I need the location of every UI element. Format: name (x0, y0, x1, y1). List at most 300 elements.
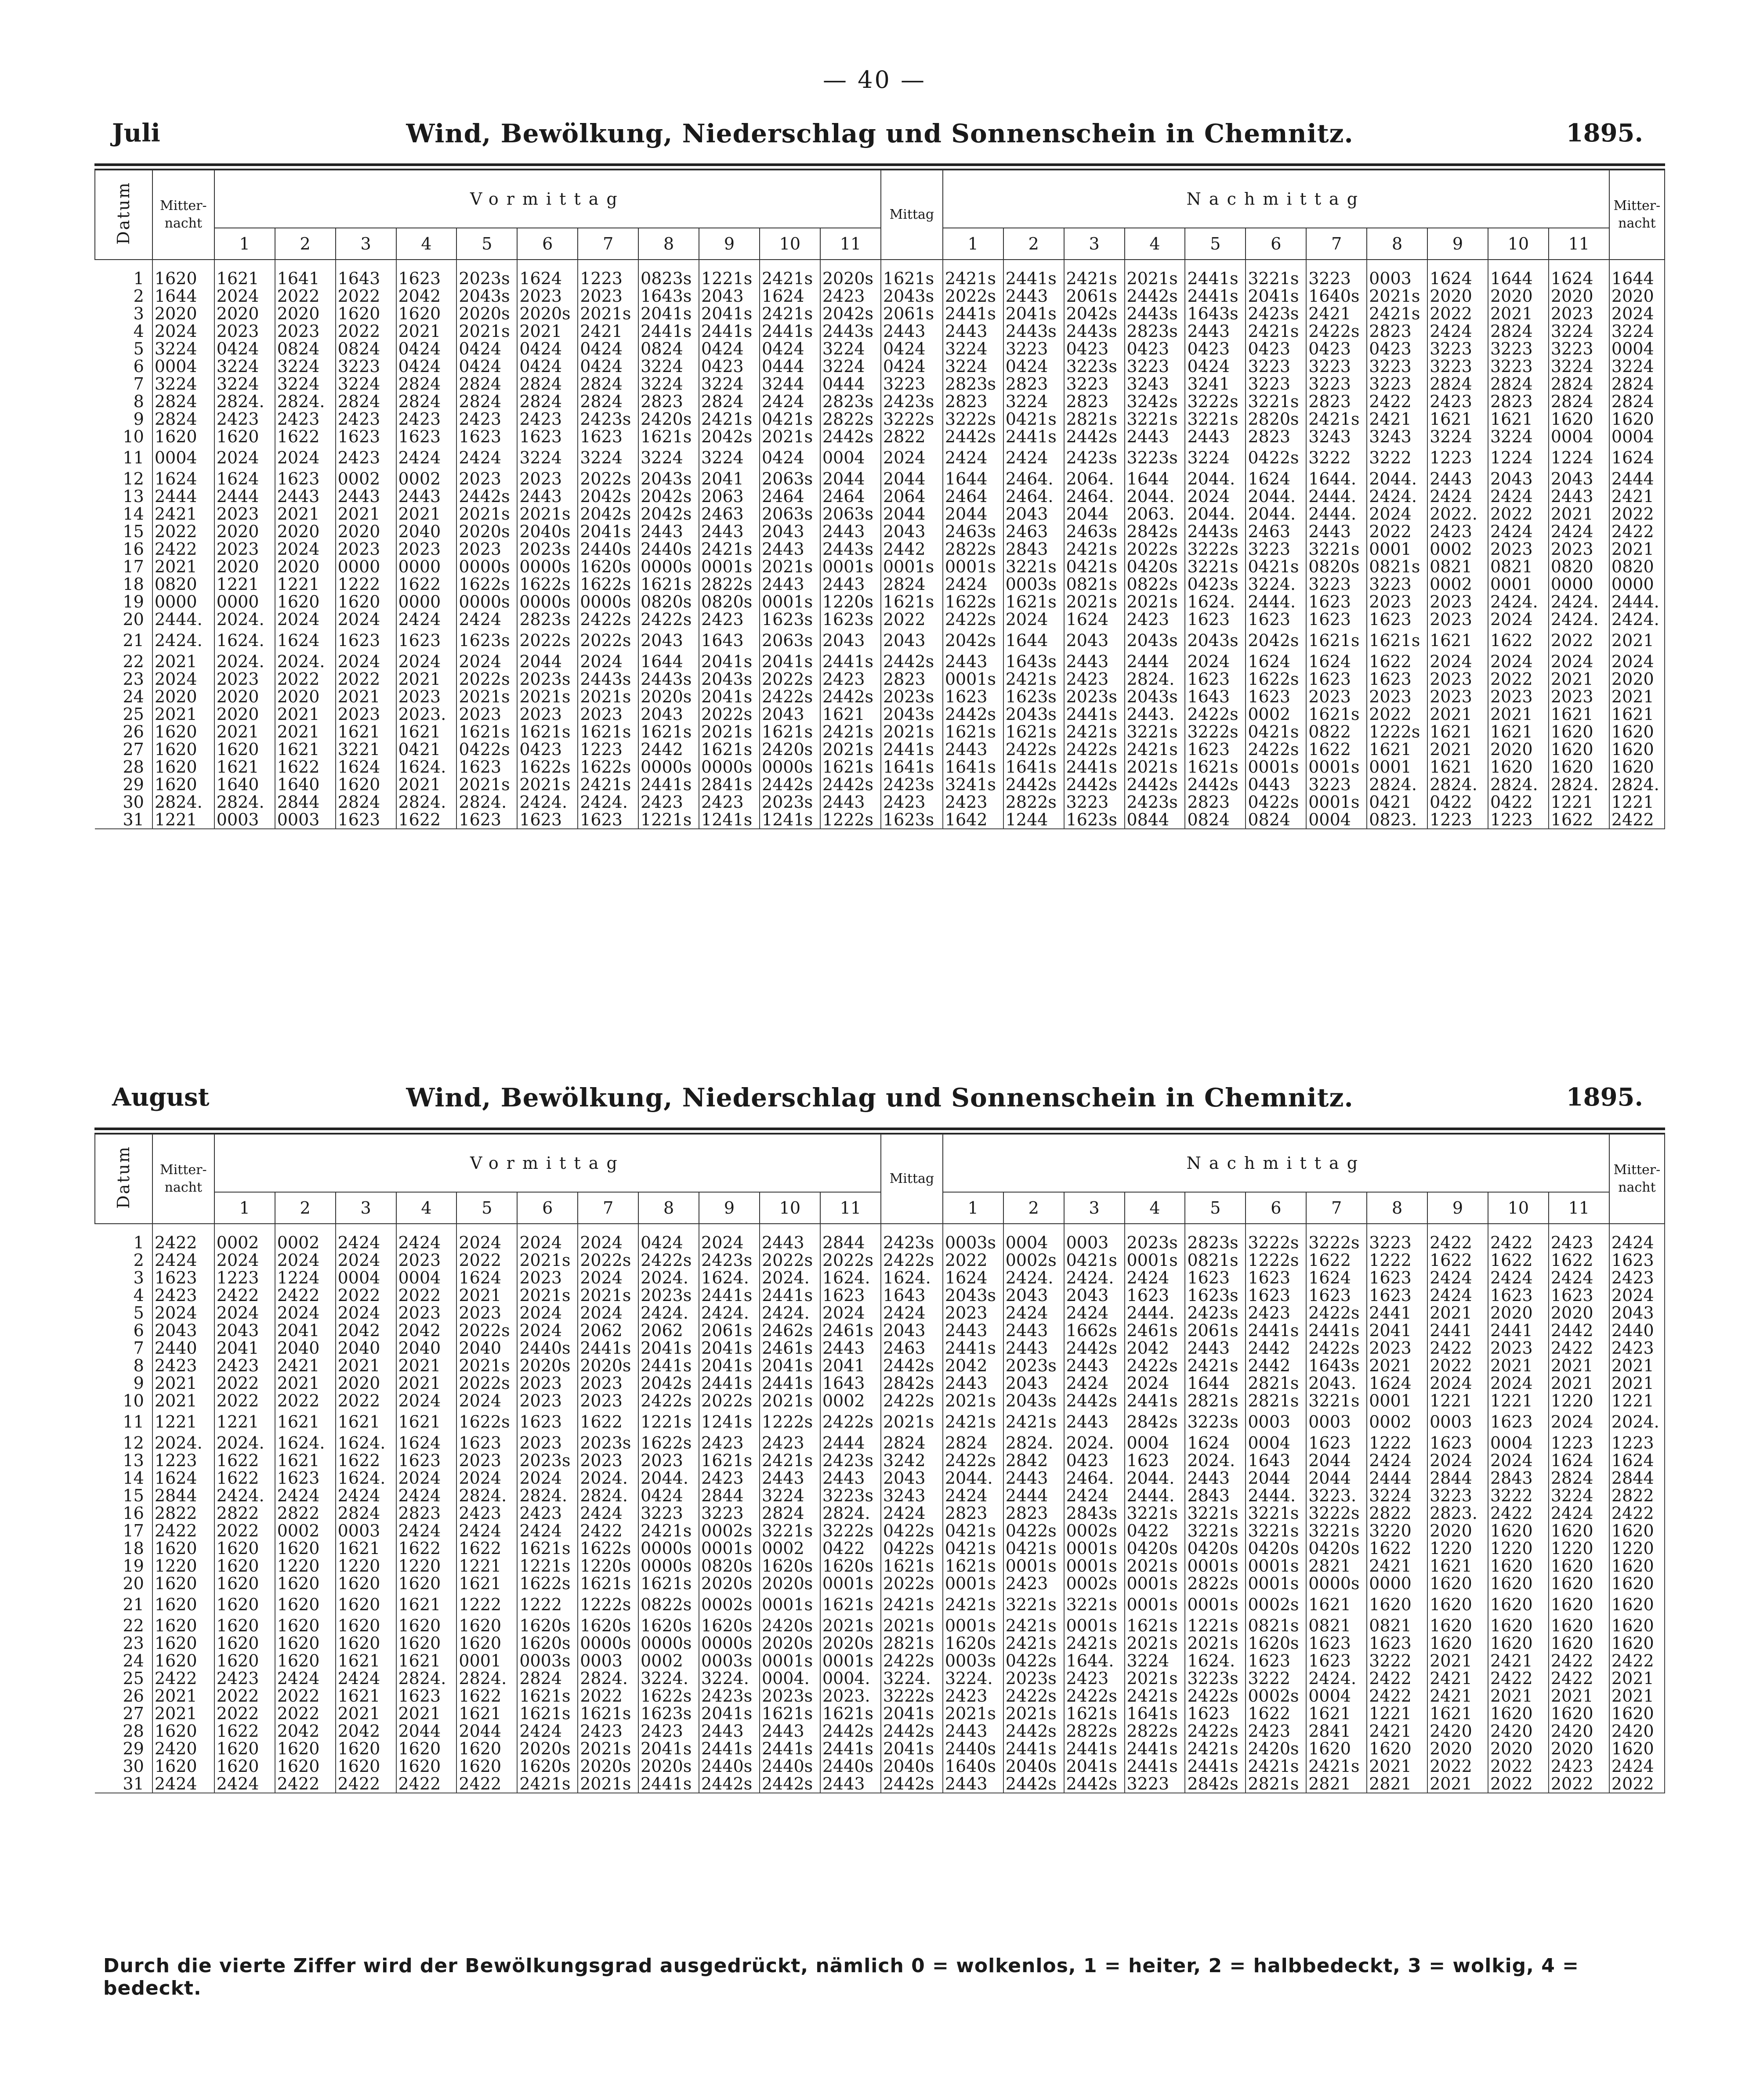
observation-cell: 1623 (456, 428, 517, 445)
observation-cell: 2042 (336, 1322, 396, 1339)
observation-cell: 1622 (214, 1469, 275, 1487)
observation-cell: 2424 (396, 1224, 457, 1251)
observation-cell: 2443 (638, 523, 699, 540)
day-cell: 9 (95, 1374, 152, 1392)
observation-cell: 2423s (699, 1687, 760, 1705)
observation-cell: 2442s (1064, 428, 1125, 445)
observation-cell: 2422s (881, 1652, 943, 1670)
observation-cell: 2023 (396, 540, 457, 558)
table-row (95, 575, 1665, 593)
observation-cell: 0844 (1125, 811, 1185, 829)
observation-cell: 0424 (578, 358, 638, 375)
observation-cell: 2444. (1125, 1304, 1185, 1322)
observation-cell: 0000s (456, 558, 517, 575)
observation-cell: 2020s (760, 1634, 820, 1652)
observation-cell: 1621s (881, 593, 943, 611)
observation-cell: 2844 (820, 1224, 881, 1251)
observation-cell: 2424. (578, 793, 638, 811)
observation-cell: 0004. (760, 1670, 820, 1687)
observation-cell: 2442s (881, 653, 943, 670)
observation-cell: 3223s (1185, 1410, 1246, 1434)
observation-cell: 2441s (699, 1374, 760, 1392)
observation-cell: 2420 (1549, 1722, 1609, 1740)
observation-cell: 2443 (820, 793, 881, 811)
observation-cell: 3221s (1185, 1504, 1246, 1522)
observation-cell: 1620s (517, 1757, 578, 1775)
observation-cell: 2824. (1549, 776, 1609, 793)
observation-cell: 1224 (1488, 445, 1549, 470)
observation-cell: 2823 (1306, 393, 1367, 410)
observation-cell: 2443 (943, 1374, 1003, 1392)
observation-cell: 3224 (1549, 322, 1609, 340)
observation-cell: 2424. (1003, 1269, 1064, 1287)
observation-cell: 1623 (1306, 670, 1367, 688)
observation-cell: 2023s (456, 260, 517, 287)
observation-cell: 2023 (456, 1304, 517, 1322)
observation-cell: 1623s (1064, 811, 1125, 829)
observation-cell: 2424 (1003, 1304, 1064, 1322)
observation-cell: 3223 (638, 1504, 699, 1522)
observation-cell: 2024 (456, 1392, 517, 1410)
observation-cell: 1621 (1549, 705, 1609, 723)
observation-cell: 3244 (760, 375, 820, 393)
observation-cell: 1623 (1185, 670, 1246, 688)
table-row (95, 1504, 1665, 1522)
observation-cell: 2824 (517, 1670, 578, 1687)
observation-cell: 2423 (699, 611, 760, 628)
observation-cell: 0820s (699, 593, 760, 611)
observation-cell: 2442s (1125, 287, 1185, 305)
observation-cell: 2422 (275, 1775, 336, 1793)
observation-cell: 2822s (820, 410, 881, 428)
observation-cell: 2441s (760, 322, 820, 340)
observation-cell: 2421s (638, 1522, 699, 1540)
observation-cell: 2441s (1064, 705, 1125, 723)
observation-cell: 2020 (1427, 287, 1488, 305)
observation-cell: 1620 (336, 305, 396, 322)
observation-cell: 2444. (1246, 1487, 1306, 1504)
observation-cell: 0002s (1064, 1575, 1125, 1592)
observation-cell: 2424. (1367, 488, 1427, 505)
observation-cell: 2424 (1549, 1504, 1609, 1522)
observation-cell: 1221 (214, 1410, 275, 1434)
observation-cell: 3223 (1306, 358, 1367, 375)
observation-cell: 0822s (638, 1592, 699, 1617)
day-cell: 14 (95, 505, 152, 523)
observation-cell: 2843 (1003, 540, 1064, 558)
observation-cell: 2024. (152, 1434, 214, 1452)
observation-cell: 2443 (1185, 1469, 1246, 1487)
observation-cell: 0001s (1003, 1557, 1064, 1575)
observation-cell: 2041s (881, 1705, 943, 1722)
observation-cell: 2023 (396, 1304, 457, 1322)
observation-cell: 1624 (1549, 1452, 1609, 1469)
hour-header: 5 (456, 1192, 517, 1224)
observation-cell: 2021 (1367, 1757, 1427, 1775)
observation-cell: 2024 (1185, 488, 1246, 505)
observation-cell: 2442s (881, 1357, 943, 1374)
observation-cell: 2021s (820, 741, 881, 758)
observation-cell: 0823. (1367, 811, 1427, 829)
observation-cell: 2043 (152, 1322, 214, 1339)
observation-cell: 1220 (396, 1557, 457, 1575)
table-row (95, 628, 1665, 653)
observation-cell: 2021 (1427, 1775, 1488, 1793)
observation-cell: 3221s (1185, 1522, 1246, 1540)
observation-cell: 1624 (1246, 653, 1306, 670)
observation-cell: 2021 (1609, 1670, 1665, 1687)
observation-cell: 2843 (1488, 1469, 1549, 1487)
observation-cell: 0821s (1064, 575, 1125, 593)
observation-cell: 0424 (1003, 358, 1064, 375)
observation-cell: 2443 (943, 322, 1003, 340)
table-row (95, 653, 1665, 670)
hour-header: 8 (638, 228, 699, 260)
observation-cell: 2020 (275, 523, 336, 540)
observation-cell: 2021s (881, 723, 943, 741)
observation-cell: 2423 (943, 793, 1003, 811)
observation-cell: 2041s (881, 1740, 943, 1757)
observation-cell: 2443 (820, 1469, 881, 1487)
observation-cell: 2823 (1367, 322, 1427, 340)
observation-cell: 1623 (1246, 1652, 1306, 1670)
table-row (95, 1687, 1665, 1705)
observation-cell: 2462s (760, 1322, 820, 1339)
observation-cell: 2043 (1609, 1304, 1665, 1322)
observation-cell: 1623 (396, 1452, 457, 1469)
observation-cell: 1620 (1488, 758, 1549, 776)
observation-cell: 2424 (1064, 1304, 1125, 1322)
observation-cell: 1220 (275, 1557, 336, 1575)
observation-cell: 2443 (1185, 322, 1246, 340)
observation-cell: 2024 (517, 1469, 578, 1487)
observation-cell: 3222s (820, 1522, 881, 1540)
observation-cell: 1221 (1488, 1392, 1549, 1410)
hour-header: 10 (1488, 228, 1549, 260)
observation-cell: 0002 (820, 1392, 881, 1410)
observation-cell: 0001 (1367, 540, 1427, 558)
table-row (95, 1705, 1665, 1722)
observation-cell: 2024 (456, 1469, 517, 1487)
observation-cell: 2424 (1427, 488, 1488, 505)
table-row (95, 593, 1665, 611)
observation-cell: 2024 (1488, 1374, 1549, 1392)
observation-cell: 0001s (1064, 1557, 1125, 1575)
observation-cell: 2022s (578, 628, 638, 653)
observation-cell: 2423 (699, 1434, 760, 1452)
observation-cell: 1223 (1549, 1434, 1609, 1452)
observation-cell: 2023 (1367, 688, 1427, 705)
observation-cell: 3224 (1003, 393, 1064, 410)
observation-cell: 1643 (699, 628, 760, 653)
observation-cell: 1643 (336, 260, 396, 287)
observation-cell: 2423s (578, 410, 638, 428)
observation-cell: 0000s (699, 1634, 760, 1652)
observation-cell: 1620 (152, 428, 214, 445)
observation-cell: 2422s (1125, 1357, 1185, 1374)
observation-cell: 3223 (1367, 575, 1427, 593)
observation-cell: 2424 (152, 1775, 214, 1793)
observation-cell: 1221 (214, 575, 275, 593)
observation-cell: 2023 (214, 322, 275, 340)
observation-cell: 1623 (1367, 1287, 1427, 1304)
observation-cell: 2423 (699, 1469, 760, 1487)
observation-cell: 2021s (1125, 260, 1185, 287)
observation-cell: 1624. (336, 1469, 396, 1487)
observation-cell: 2021s (578, 305, 638, 322)
observation-cell: 2822 (152, 1504, 214, 1522)
observation-cell: 1623s (456, 628, 517, 653)
observation-cell: 2022 (1427, 1757, 1488, 1775)
observation-cell: 2824. (578, 1670, 638, 1687)
observation-cell: 2043s (881, 287, 943, 305)
month-label: August (112, 1083, 210, 1112)
observation-cell: 2444. (1609, 593, 1665, 611)
observation-cell: 1621s (638, 428, 699, 445)
observation-cell: 2422s (638, 611, 699, 628)
observation-cell: 1622 (456, 1687, 517, 1705)
observation-cell: 1221 (152, 1410, 214, 1434)
observation-cell: 2823 (1185, 793, 1246, 811)
observation-cell: 0004 (1125, 1434, 1185, 1452)
day-cell: 23 (95, 670, 152, 688)
observation-cell: 2824 (517, 375, 578, 393)
observation-cell: 1622s (456, 575, 517, 593)
table-row (95, 723, 1665, 741)
observation-cell: 2023 (1306, 688, 1367, 705)
table-row (95, 1670, 1665, 1687)
observation-cell: 0820 (152, 575, 214, 593)
observation-cell: 2044. (1125, 488, 1185, 505)
observation-cell: 1220 (1427, 1540, 1488, 1557)
observation-cell: 0001 (1367, 758, 1427, 776)
observation-cell: 3223 (1003, 340, 1064, 358)
observation-cell: 1620 (152, 1592, 214, 1617)
observation-cell: 0000s (517, 593, 578, 611)
observation-cell: 2442s (881, 1775, 943, 1793)
observation-cell: 2423s (881, 1224, 943, 1251)
observation-cell: 2043 (760, 523, 820, 540)
day-cell: 18 (95, 1540, 152, 1557)
observation-cell: 2442s (820, 688, 881, 705)
observation-cell: 2024 (517, 1322, 578, 1339)
observation-cell: 2844 (699, 1487, 760, 1504)
observation-cell: 2424. (1488, 593, 1549, 611)
observation-cell: 1620 (152, 776, 214, 793)
observation-cell: 2044. (943, 1469, 1003, 1487)
observation-cell: 2024 (1609, 1287, 1665, 1304)
observation-cell: 0424 (760, 445, 820, 470)
observation-cell: 2044 (1064, 505, 1125, 523)
table-row (95, 670, 1665, 688)
observation-cell: 3224. (638, 1670, 699, 1687)
observation-cell: 2440s (760, 1757, 820, 1775)
observation-cell: 0001s (1064, 1540, 1125, 1557)
observation-cell: 2020 (152, 305, 214, 322)
observation-cell: 1621 (1427, 1705, 1488, 1722)
observation-cell: 1620 (456, 1740, 517, 1757)
day-cell: 15 (95, 1487, 152, 1504)
observation-cell: 1220 (152, 1557, 214, 1575)
table-row (95, 705, 1665, 723)
observation-cell: 1644 (1488, 260, 1549, 287)
observation-cell: 2043 (1003, 1287, 1064, 1304)
section-juli (94, 119, 1665, 829)
observation-cell: 0001s (1185, 1592, 1246, 1617)
observation-cell: 3223 (1367, 375, 1427, 393)
observation-cell: 2443 (1306, 523, 1367, 540)
observation-cell: 2022 (214, 1374, 275, 1392)
observation-cell: 3224 (1609, 358, 1665, 375)
observation-cell: 1621s (578, 723, 638, 741)
observation-cell: 2422 (336, 1775, 396, 1793)
observation-cell: 2020 (336, 523, 396, 540)
observation-cell: 1641s (1003, 758, 1064, 776)
observation-cell: 2821s (1246, 1374, 1306, 1392)
observation-cell: 1623 (1609, 1251, 1665, 1269)
observation-cell: 0002s (1246, 1687, 1306, 1705)
observation-cell: 2443s (1185, 523, 1246, 540)
observation-cell: 2043 (881, 1469, 943, 1487)
observation-cell: 1620s (1246, 1634, 1306, 1652)
observation-cell: 1622 (1367, 1540, 1427, 1557)
observation-cell: 1623 (275, 470, 336, 488)
observation-cell: 2443 (1064, 1410, 1125, 1434)
observation-cell: 2441s (760, 1374, 820, 1392)
hour-header: 4 (1125, 228, 1185, 260)
observation-cell: 0004 (152, 358, 214, 375)
observation-cell: 2021s (456, 776, 517, 793)
observation-cell: 2824. (1488, 776, 1549, 793)
observation-cell: 2443 (760, 1224, 820, 1251)
observation-cell: 2821s (1064, 410, 1125, 428)
observation-cell: 1223 (1427, 445, 1488, 470)
observation-cell: 2041s (699, 1357, 760, 1374)
observation-cell: 2422s (1185, 1722, 1246, 1740)
observation-cell: 2422 (152, 1224, 214, 1251)
day-cell: 26 (95, 723, 152, 741)
observation-cell: 1621 (214, 260, 275, 287)
observation-cell: 2463 (699, 505, 760, 523)
observation-cell: 2824. (214, 793, 275, 811)
observation-cell: 2441s (943, 1339, 1003, 1357)
observation-cell: 2424 (336, 1670, 396, 1687)
observation-cell: 2022 (1367, 705, 1427, 723)
observation-cell: 1223 (1488, 811, 1549, 829)
observation-cell: 3224 (943, 340, 1003, 358)
month-label: Juli (112, 119, 160, 148)
observation-cell: 0000s (760, 758, 820, 776)
observation-cell: 2021 (1488, 1357, 1549, 1374)
observation-cell: 1621s (578, 1705, 638, 1722)
hour-header: 11 (1549, 1192, 1609, 1224)
observation-cell: 2422s (638, 1392, 699, 1410)
observation-cell: 3222s (881, 410, 943, 428)
observation-cell: 1620 (396, 1617, 457, 1634)
observation-cell: 2822 (1367, 1504, 1427, 1522)
observation-cell: 1220s (578, 1557, 638, 1575)
observation-cell: 2443 (943, 1322, 1003, 1339)
observation-cell: 2444 (1609, 470, 1665, 488)
observation-cell: 2824 (336, 793, 396, 811)
observation-cell: 2440s (943, 1740, 1003, 1757)
observation-cell: 1621s (820, 1592, 881, 1617)
observation-cell: 2421s (1125, 1687, 1185, 1705)
observation-cell: 2823 (943, 1504, 1003, 1522)
observation-cell: 0823s (638, 260, 699, 287)
observation-cell: 2044 (517, 653, 578, 670)
observation-cell: 2423s (1246, 305, 1306, 322)
observation-cell: 2022 (214, 1687, 275, 1705)
observation-cell: 3223 (336, 358, 396, 375)
observation-cell: 2424. (1549, 593, 1609, 611)
observation-cell: 1623 (1306, 1634, 1367, 1652)
observation-cell: 2423 (943, 1687, 1003, 1705)
observation-cell: 2021 (1549, 1357, 1609, 1374)
observation-cell: 2040s (1003, 1757, 1064, 1775)
observation-cell: 1621s (1306, 628, 1367, 653)
observation-cell: 2442s (1064, 776, 1125, 793)
observation-cell: 0003 (336, 1522, 396, 1540)
observation-cell: 2023s (760, 1687, 820, 1705)
weather-table-august (94, 1134, 1665, 1793)
observation-cell: 3224 (214, 358, 275, 375)
observation-cell: 1644 (152, 287, 214, 305)
observation-cell: 2421s (1064, 1634, 1125, 1652)
observation-cell: 2461s (760, 1339, 820, 1357)
observation-cell: 0824 (336, 340, 396, 358)
observation-cell: 2020s (820, 260, 881, 287)
observation-cell: 3223 (1367, 358, 1427, 375)
observation-cell: 2821 (1367, 1775, 1427, 1793)
observation-cell: 2043 (881, 628, 943, 653)
observation-cell: 1621s (943, 723, 1003, 741)
observation-cell: 2440s (820, 1757, 881, 1775)
table-row (95, 1652, 1665, 1670)
observation-cell: 1620 (1609, 1740, 1665, 1757)
observation-cell: 2021s (456, 1357, 517, 1374)
observation-cell: 2823 (1064, 393, 1125, 410)
observation-cell: 2422 (1549, 1652, 1609, 1670)
observation-cell: 1624 (517, 260, 578, 287)
observation-cell: 2422 (214, 1287, 275, 1304)
observation-cell: 2422s (1185, 705, 1246, 723)
observation-cell: 1620s (943, 1634, 1003, 1652)
observation-cell: 3223 (1125, 1775, 1185, 1793)
mitternacht-header: Mitter- nacht (152, 1134, 214, 1224)
observation-cell: 2463 (1246, 523, 1306, 540)
observation-cell: 2422s (1306, 1339, 1367, 1357)
table-row (95, 1374, 1665, 1392)
day-cell: 13 (95, 1452, 152, 1469)
observation-cell: 1622s (456, 1410, 517, 1434)
observation-cell: 0000 (396, 558, 457, 575)
section-header (94, 1083, 1665, 1127)
observation-cell: 2023 (456, 470, 517, 488)
observation-cell: 0002s (1064, 1522, 1125, 1540)
observation-cell: 2822s (699, 575, 760, 593)
observation-cell: 1621 (1609, 705, 1665, 723)
observation-cell: 1620 (275, 1740, 336, 1757)
observation-cell: 2023 (214, 670, 275, 688)
observation-cell: 0422 (1427, 793, 1488, 811)
observation-cell: 1222 (1367, 1251, 1427, 1269)
observation-cell: 2021 (1488, 1687, 1549, 1705)
observation-cell: 2823s (943, 375, 1003, 393)
observation-cell: 2440 (152, 1339, 214, 1357)
observation-cell: 2021 (1609, 1374, 1665, 1392)
observation-cell: 1620 (275, 593, 336, 611)
